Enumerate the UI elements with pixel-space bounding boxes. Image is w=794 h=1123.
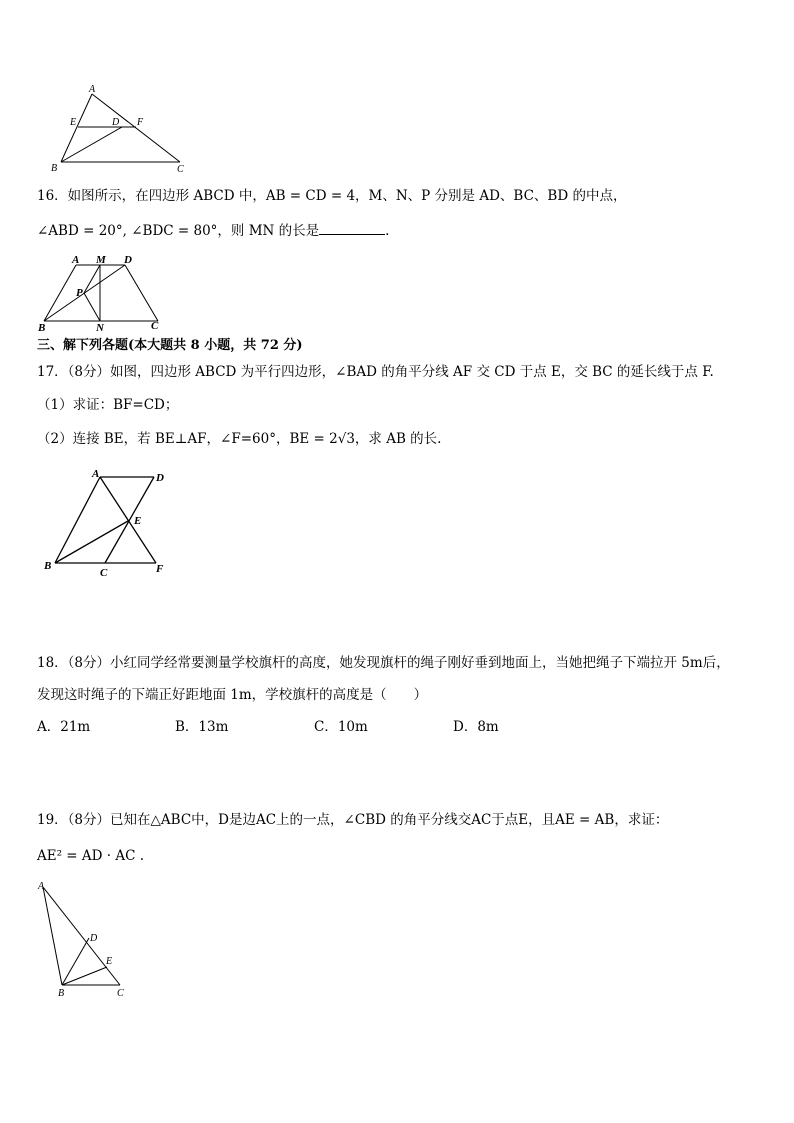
fig17-label-b: B xyxy=(44,560,52,572)
fig15-label-d: D xyxy=(112,117,120,128)
q17-part1: （1）求证：BF=CD； xyxy=(37,397,179,413)
q17-figure xyxy=(40,466,180,582)
q19-line2: AE² = AD · AC . xyxy=(37,848,145,864)
fig16-side-ab xyxy=(44,265,76,321)
fig17-label-e: E xyxy=(134,515,142,527)
q19-line1: 19．（8分）已知在△ABC中，D是边AC上的一点，∠CBD 的角平分线交AC于点E，且AE = AB，求证： xyxy=(37,812,669,828)
q17-part2: （2）连接 BE，若 BE⊥AF，∠F=60°，BE = 2√3，求 AB 的长. xyxy=(37,431,442,447)
fig16-label-a: A xyxy=(72,254,80,266)
q16-line2 xyxy=(37,222,389,240)
fig16-label-n: N xyxy=(96,322,104,334)
fig16-label-d: D xyxy=(124,254,132,266)
fig15-side-ac xyxy=(92,94,180,162)
q16-line1: 16．如图所示，在四边形 ABCD 中，AB = CD = 4，M、N、P 分别是 AD、BC、BD 的中点， xyxy=(37,188,627,204)
fig19-side-ab xyxy=(43,887,62,985)
fig17-side-dc xyxy=(105,477,154,563)
fig16-label-b: B xyxy=(38,322,46,334)
fig15-label-e: E xyxy=(70,117,77,128)
fig19-label-e: E xyxy=(106,956,113,967)
q16-answer-blank[interactable] xyxy=(319,222,385,235)
fig15-label-b: B xyxy=(51,163,58,174)
fig16-label-p: P xyxy=(76,287,83,299)
q15-figure xyxy=(48,84,198,176)
fig15-side-ab xyxy=(61,94,92,162)
q17-line1: 17．（8分）如图，四边形 ABCD 为平行四边形，∠BAD 的角平分线 AF 交 CD 于点 E，交 BC 的延长线于点 F. xyxy=(37,364,714,380)
fig19-label-b: B xyxy=(58,988,65,999)
fig15-segment-bd xyxy=(61,127,122,162)
fig16-segment-pn xyxy=(84,293,100,321)
fig19-label-c: C xyxy=(117,988,124,999)
q18-option-c[interactable]: C．10m xyxy=(314,719,368,735)
fig19-label-d: D xyxy=(90,933,98,944)
fig17-label-f: F xyxy=(156,563,164,575)
fig17-line-af xyxy=(100,477,156,563)
q19-figure xyxy=(32,876,132,1000)
q18-line2: 发现这时绳子的下端正好距地面 1m，学校旗杆的高度是（ ） xyxy=(37,687,428,703)
fig15-label-f: F xyxy=(137,117,144,128)
fig16-side-cd xyxy=(125,265,158,321)
q16-line2-end: . xyxy=(385,223,390,239)
fig15-label-c: C xyxy=(177,164,184,175)
fig17-label-d: D xyxy=(156,472,164,484)
fig17-label-c: C xyxy=(100,567,108,579)
fig16-label-c: C xyxy=(151,320,159,332)
fig16-segment-pm xyxy=(84,265,100,293)
fig16-label-m: M xyxy=(96,254,106,266)
q18-option-a[interactable]: A．21m xyxy=(37,719,91,735)
fig17-label-a: A xyxy=(92,468,100,480)
q16-figure xyxy=(34,252,174,334)
fig19-segment-be xyxy=(62,967,107,985)
fig15-label-a: A xyxy=(89,84,96,95)
section3-heading: 三、解下列各题(本大题共 8 小题，共 72 分) xyxy=(37,338,303,353)
fig19-segment-bd xyxy=(62,938,89,985)
q16-line2-text: ∠ABD = 20°, ∠BDC = 80°，则 MN 的长是 xyxy=(37,223,320,239)
fig19-side-ac xyxy=(43,887,120,985)
q18-line1: 18．（8分）小红同学经常要测量学校旗杆的高度，她发现旗杆的绳子刚好垂到地面上，当她把绳子下端拉开 5m后， xyxy=(37,655,730,671)
fig19-label-a: A xyxy=(38,881,45,892)
q18-option-b[interactable]: B．13m xyxy=(175,719,229,735)
q18-option-d[interactable]: D．8m xyxy=(453,719,499,735)
